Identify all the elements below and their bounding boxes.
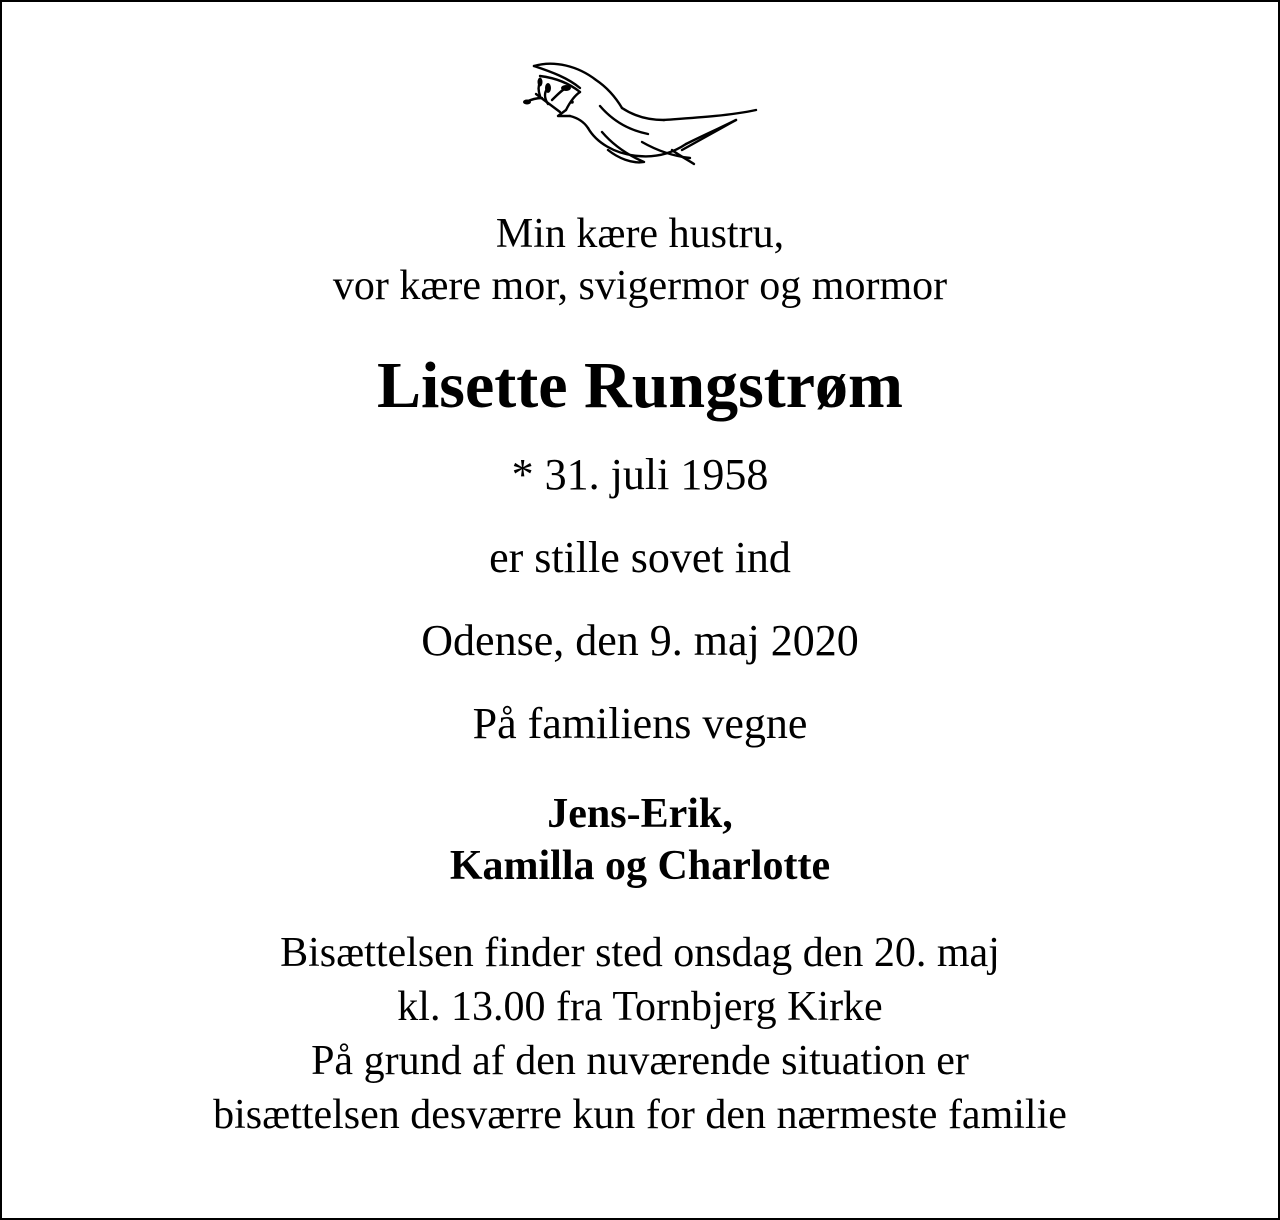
deceased-name: Lisette Rungstrøm	[376, 349, 904, 422]
funeral-line: Bisættelsen finder sted onsdag den 20. maj	[280, 930, 1000, 976]
funeral-line: På grund af den nuværende situation er	[311, 1038, 969, 1084]
family-line: Kamilla og Charlotte	[449, 843, 831, 889]
birth-date: * 31. juli 1958	[511, 450, 769, 499]
place-and-date: Odense, den 9. maj 2020	[421, 616, 859, 665]
funeral-line: bisættelsen desværre kun for den nærmeste familie	[213, 1092, 1067, 1138]
family-line: Jens-Erik,	[547, 791, 733, 837]
intro-line: Min kære hustru,	[495, 211, 785, 257]
on-behalf-text: På familiens vegne	[472, 699, 808, 748]
passed-away-text: er stille sovet ind	[489, 533, 791, 582]
family-names	[2, 788, 1278, 892]
dove-icon	[522, 58, 762, 176]
funeral-details	[2, 926, 1278, 1142]
funeral-line: kl. 13.00 fra Tornbjerg Kirke	[397, 984, 883, 1030]
intro-text	[2, 208, 1278, 312]
intro-line: vor kære mor, svigermor og mormor	[332, 263, 948, 309]
